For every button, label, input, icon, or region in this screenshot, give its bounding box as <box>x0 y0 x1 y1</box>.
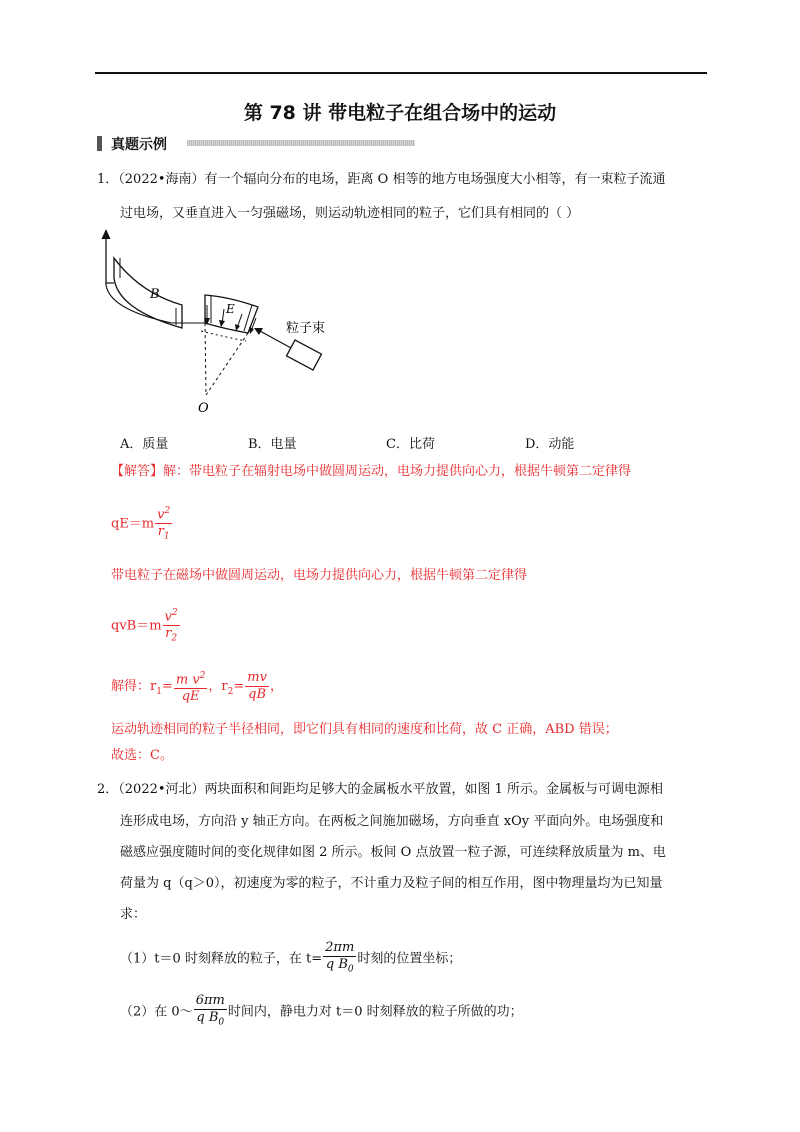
q2-line1: 2．（2022•河北）两块面积和间距均足够大的金属板水平放置，如图 1 所示。金属板与可调电源相 <box>97 782 664 797</box>
q2-line5: 求： <box>120 907 147 922</box>
label-beam: 粒子束 <box>286 321 326 336</box>
q2-sub1: （1）t＝0 时刻释放的粒子，在 t= $\frac{2\pi m}{q B_0}$ 时刻的位置坐标； <box>120 940 462 975</box>
option-c: C．比荷 <box>386 437 435 452</box>
q1-stem-line2: 过电场，又垂直进入一匀强磁场，则运动轨迹相同的粒子，它们具有相同的（ ） <box>120 206 580 221</box>
q2-line4: 荷量为 q（q＞0），初速度为零的粒子，不计重力及粒子间的相互作用，图中物理量均为已知量 <box>120 876 663 891</box>
q2-sub2: （2）在 0～ $\frac{6\pi m}{q B_0}$ 时间内，静电力对 t＝0 时刻释放的粒子所做的功； <box>120 993 523 1028</box>
label-O: O <box>198 401 209 416</box>
label-E: E <box>226 302 235 316</box>
section-marker <box>97 136 102 151</box>
answer-line3: 运动轨迹相同的粒子半径相同，即它们具有相同的速度和比荷，故 C 正确，ABD 错误； <box>111 722 618 737</box>
answer-line4: 故选：C。 <box>111 748 173 763</box>
answer-tag: 【解答】 <box>111 464 164 479</box>
option-a: A．质量 <box>120 437 169 452</box>
page-title: 第 78 讲 带电粒子在组合场中的运动 <box>243 102 557 124</box>
option-d: D．动能 <box>525 437 575 452</box>
solution-line: 解得：$r_1=$ $\frac{m v^2}{qE}$ ，$r_2=$ $\frac{mv}{qB}$ ， <box>111 668 283 705</box>
q1-figure <box>100 225 330 420</box>
section-rule <box>187 140 415 146</box>
header-rule <box>95 72 707 74</box>
equation-2: qvB＝m $\frac{v^2}{r_2}$ <box>111 605 181 647</box>
label-B: B <box>150 287 160 302</box>
q2-line2: 连形成电场，方向沿 y 轴正方向。在两板之间施加磁场，方向垂直 xOy 平面向外。电场强度和 <box>120 814 664 829</box>
q2-line3: 磁感应强度随时间的变化规律如图 2 所示。板间 O 点放置一粒子源，可连续释放质量为 m、电 <box>120 845 666 860</box>
q1-stem-line1: 1．（2022•海南）有一个辐向分布的电场，距离 O 相等的地方电场强度大小相等，有一束粒子流通 <box>97 172 666 187</box>
answer-line2: 带电粒子在磁场中做圆周运动，电场力提供向心力，根据牛顿第二定律得 <box>111 568 528 583</box>
answer-line1: 【解答】解：带电粒子在辐射电场中做圆周运动，电场力提供向心力，根据牛顿第二定律得 <box>111 464 632 479</box>
option-b: B．电量 <box>248 437 297 452</box>
section-title: 真题示例 <box>111 137 167 153</box>
equation-1: qE＝m $\frac{v^2}{r_1}$ <box>111 503 173 545</box>
